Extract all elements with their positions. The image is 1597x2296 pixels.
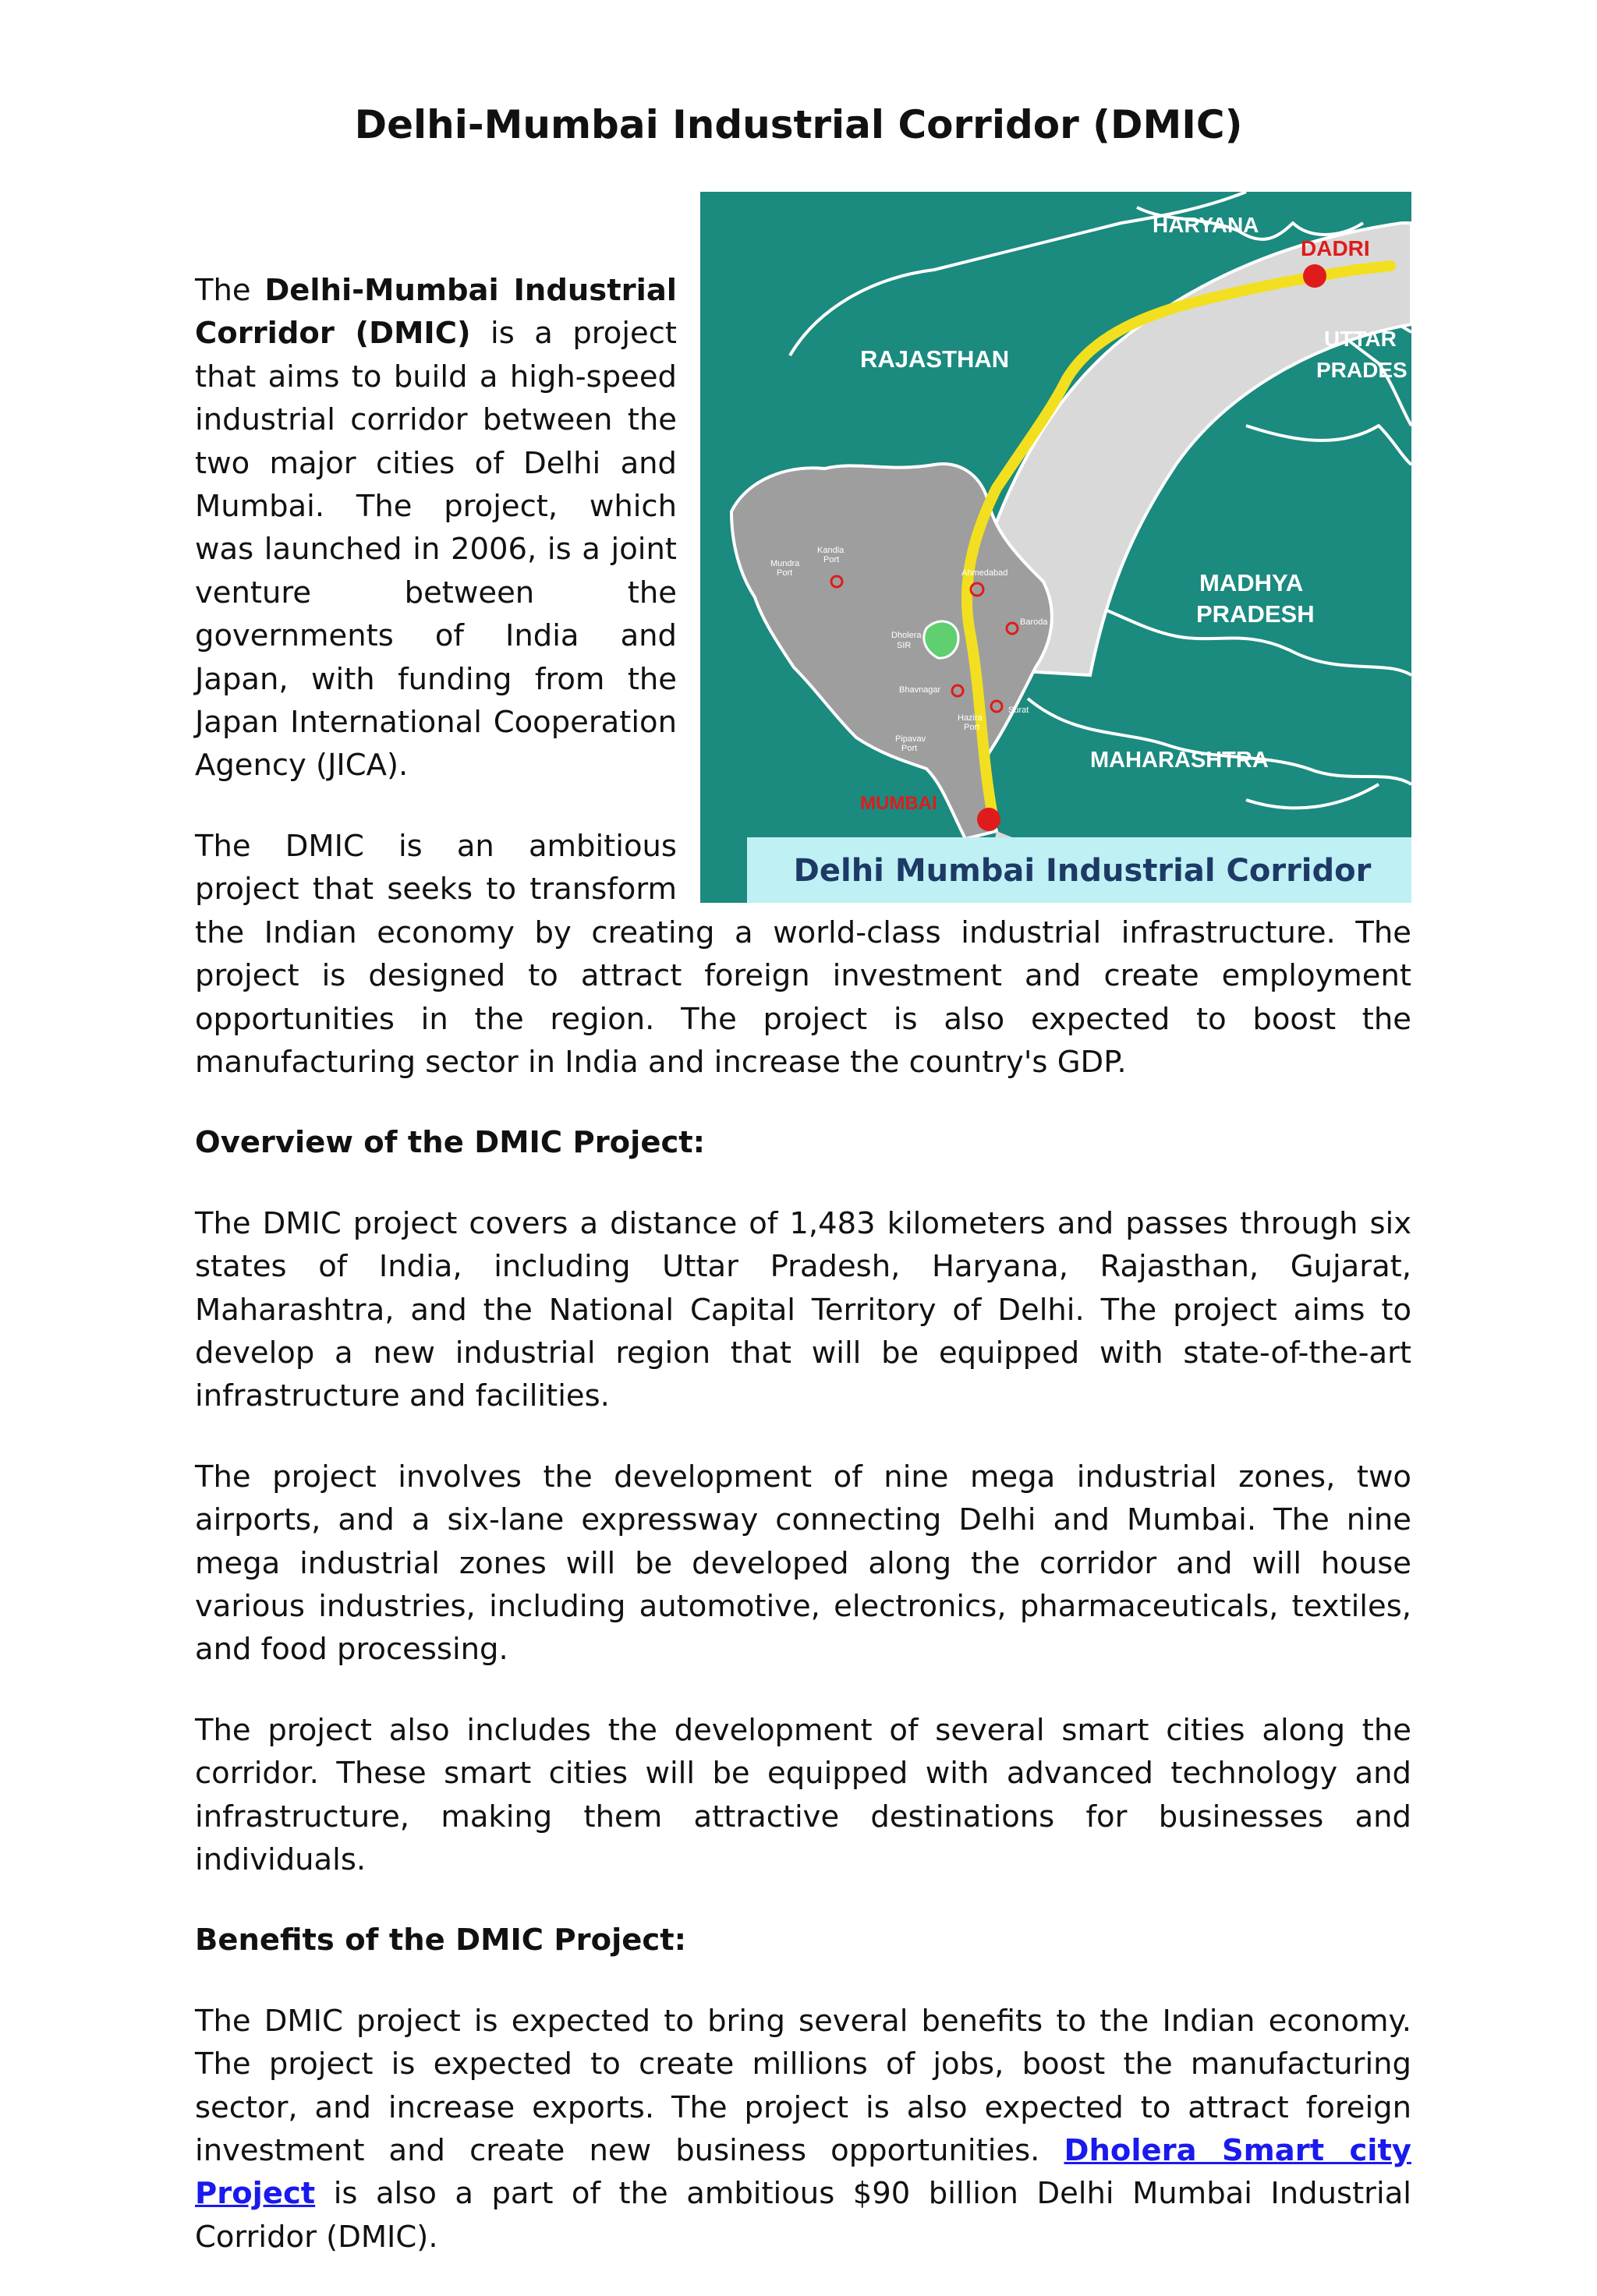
label-dholera: Dholera xyxy=(891,631,922,640)
dmic-map-svg xyxy=(700,192,1411,903)
label-port-pipavav: Port xyxy=(901,744,918,753)
overview-heading: Overview of the DMIC Project: xyxy=(195,1125,706,1161)
label-hazira: Hazira xyxy=(958,713,983,723)
label-uttar: UTTAR xyxy=(1324,327,1397,351)
dholera-region xyxy=(924,621,958,658)
label-port-mundra: Port xyxy=(777,568,793,578)
label-sir: SIR xyxy=(897,641,912,650)
label-kandla: Kandla xyxy=(817,546,845,555)
dholera-link[interactable]: Dholera Smart city Project xyxy=(195,2133,1411,2212)
label-mumbai: MUMBAI xyxy=(860,793,937,814)
intro-rest: is a project that aims to build a high-speed industrial corridor between the two major cities of Delhi and Mumbai. The project, which was launched in 2006, is a joint venture between the governments of India and Japan, with funding from the Japan International Cooperation Agency (JICA). xyxy=(195,316,677,784)
label-mundra: Mundra xyxy=(770,559,800,568)
map-caption: Delhi Mumbai Industrial Corridor xyxy=(793,853,1372,889)
intro-lead: The xyxy=(195,273,265,308)
label-surat: Surat xyxy=(1008,706,1029,715)
intro-paragraph-2: The DMIC is an ambitious project that seeks to transform the Indian economy by creating a world-class industrial infrastructure. The project is designed to attract foreign investment and create employment opportunities in the region. The project is also expected to boost the manufacturing sector in India and increase the country's GDP. xyxy=(195,828,1411,1080)
label-pradesh-up: PRADES xyxy=(1316,358,1408,382)
label-baroda: Baroda xyxy=(1020,617,1048,627)
label-madhya: MADHYA xyxy=(1199,569,1304,596)
benefits-paragraph-1 xyxy=(195,2000,1411,2259)
label-port-kandla: Port xyxy=(823,555,840,564)
label-pradesh-mp: PRADESH xyxy=(1196,600,1315,628)
label-haryana: HARYANA xyxy=(1153,213,1259,237)
label-pipavav: Pipavav xyxy=(895,734,926,744)
mumbai-marker xyxy=(977,808,1000,831)
label-port-hazira: Port xyxy=(964,723,980,732)
overview-paragraph-2: The project involves the development of nine mega industrial zones, two airports, and a six-lane expressway connecting Delhi and Mumbai. The nine mega industrial zones will be developed along the corridor and will house various industries, including automotive, electronics, pharmaceuticals, textiles, and food processing. xyxy=(195,1459,1411,1668)
benefits-heading: Benefits of the DMIC Project: xyxy=(195,1923,687,1958)
label-dadri: DADRI xyxy=(1301,236,1370,260)
document-body xyxy=(195,192,1411,2296)
label-ahmedabad: Ahmedabad xyxy=(961,568,1008,578)
overview-paragraph-3: The project also includes the development of several smart cities along the corridor. These smart cities will be equipped with advanced technology and infrastructure, making them attractive destinations for businesses and individuals. xyxy=(195,1712,1411,1877)
overview-paragraph-1: The DMIC project covers a distance of 1,483 kilometers and passes through six states of India, including Uttar Pradesh, Haryana, Rajasthan, Gujarat, Maharashtra, and the National Capital Territory of Delhi. The project aims to develop a new industrial region that will be equipped with state-of-the-art infrastructure and facilities. xyxy=(195,1205,1411,1414)
dmic-map-image xyxy=(700,192,1411,903)
benefits-rest: is also a part of the ambitious $90 billion Delhi Mumbai Industrial Corridor (DMIC). xyxy=(195,2176,1411,2255)
benefits-lead: The DMIC project is expected to bring several benefits to the Indian economy. The project is expected to create millions of jobs, boost the manufacturing sector, and increase exports. The project is also expected to attract foreign investment and create new business opportunities. xyxy=(195,2003,1411,2169)
document-title: Delhi-Mumbai Industrial Corridor (DMIC) xyxy=(354,102,1243,147)
label-maharashtra: MAHARASHTRA xyxy=(1090,748,1269,773)
dadri-marker xyxy=(1303,264,1326,288)
label-bhavnagar: Bhavnagar xyxy=(899,685,941,695)
intro-bold-name: Delhi-Mumbai Industrial Corridor (DMIC) xyxy=(195,273,677,352)
label-rajasthan: RAJASTHAN xyxy=(860,345,1010,373)
